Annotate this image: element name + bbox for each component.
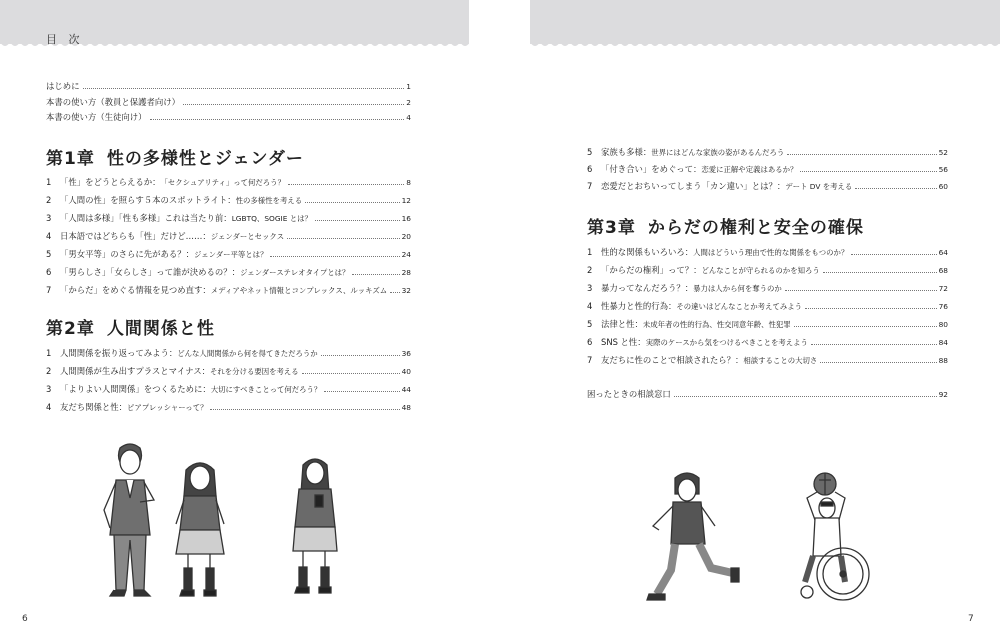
toc-leader-dots — [794, 326, 937, 327]
student-boy-illustration — [90, 440, 170, 605]
toc-item-page: 60 — [938, 182, 948, 191]
toc-item-title: 1 「性」をどうとらえるか： — [46, 177, 161, 187]
wheelchair-basketball-illustration — [795, 470, 880, 605]
toc-item-subtitle: 恋愛に正解や定義はあるか？ — [701, 165, 798, 174]
toc-item-subtitle: 世界にはどんな家族の姿があるんだろう — [651, 148, 785, 157]
toc-item-title: 3 暴力ってなんだろう？： — [587, 283, 694, 293]
toc-item[interactable] — [587, 246, 948, 259]
toc-item-page: 84 — [938, 338, 948, 347]
toc-item-subtitle: 「セクシュアリティ」って何だろう？ — [160, 178, 285, 187]
toc-item-page: 52 — [938, 148, 948, 157]
toc-item[interactable] — [46, 248, 411, 261]
toc-leader-dots — [390, 292, 399, 293]
toc-item-title: 7 「からだ」をめぐる情報を見つめ直す： — [46, 285, 211, 295]
toc-item-page: 20 — [401, 232, 411, 241]
toc-leader-dots — [210, 409, 399, 410]
toc-leader-dots — [302, 373, 400, 374]
toc-item-page: 12 — [401, 196, 411, 205]
toc-item-subtitle: メディアやネット情報とコンプレックス、ルッキズム — [210, 286, 388, 295]
toc-item-subtitle: 暴力は人から何を奪うのか — [693, 284, 782, 293]
toc-item-number: 6 — [587, 337, 593, 347]
toc-item-subtitle: 性の多様性を考える — [235, 196, 303, 205]
toc-item[interactable] — [46, 212, 411, 225]
toc-leader-dots — [315, 220, 400, 221]
toc-item-page: 68 — [938, 266, 948, 275]
toc-item-subtitle: それを分ける要因を考える — [210, 367, 299, 376]
toc-item-subtitle: 人間はどういう理由で性的な関係をもつのか？ — [693, 248, 849, 257]
toc-item[interactable] — [46, 347, 411, 360]
toc-item-number: 7 — [46, 285, 52, 295]
toc-leader-dots — [855, 188, 936, 189]
student-girl-phone-illustration — [285, 455, 345, 605]
toc-item-number: 5 — [46, 249, 52, 259]
toc-help-line[interactable]: 困ったときの相談窓口 92 — [587, 389, 948, 399]
toc-intro-line[interactable]: 本書の使い方（生徒向け） 4 — [46, 112, 411, 122]
toc-item-number: 3 — [46, 213, 52, 223]
toc-item[interactable] — [46, 365, 411, 378]
toc-leader-dots — [800, 171, 936, 172]
toc-item-title: 5 「男女平等」のさらに先がある？： — [46, 249, 194, 259]
toc-header-title: 目 次 — [46, 33, 84, 46]
scalloped-edge — [530, 42, 1000, 50]
toc-item-number: 1 — [46, 348, 52, 358]
toc-item-title: 6 「男らしさ」「女らしさ」って誰が決めるの？： — [46, 267, 241, 277]
toc-item-number: 4 — [46, 402, 52, 412]
toc-leader-dots — [288, 184, 404, 185]
toc-item-subtitle: 相談することの大切さ — [743, 356, 818, 365]
toc-item-title: 2 「からだの権利」って？： — [587, 265, 702, 275]
toc-item-subtitle: その違いはどんなことか考えてみよう — [676, 302, 803, 311]
toc-item-title: 7 友だちに性のことで相談されたら？： — [587, 355, 744, 365]
toc-item-title: 4 性暴力と性的行為： — [587, 301, 677, 311]
toc-item[interactable] — [587, 282, 948, 295]
toc-item-number: 1 — [46, 177, 52, 187]
toc-item-page: 80 — [938, 320, 948, 329]
toc-item-title: 3 「よりよい人間関係」をつくるために： — [46, 384, 211, 394]
toc-item[interactable] — [46, 194, 411, 207]
right-page — [500, 0, 1000, 634]
toc-leader-dots — [352, 274, 399, 275]
toc-item-title: 4 日本語ではどちらも「性」だけど……： — [46, 231, 211, 241]
toc-leader-dots — [321, 355, 400, 356]
toc-leader-dots — [811, 344, 937, 345]
toc-item-number: 2 — [587, 265, 593, 275]
toc-item-subtitle: どんな人間関係から何を得てきただろうか — [177, 349, 318, 358]
toc-item-subtitle: 未成年者の性的行為、性交同意年齢、性犯罪 — [642, 320, 791, 329]
toc-leader-dots — [324, 391, 399, 392]
toc-item-page: 28 — [401, 268, 411, 277]
toc-item-number: 5 — [587, 319, 593, 329]
toc-item-page: 16 — [401, 214, 411, 223]
toc-leader-dots — [820, 362, 936, 363]
toc-item-number: 2 — [46, 195, 52, 205]
toc-item[interactable] — [587, 264, 948, 277]
toc-item-number: 1 — [587, 247, 593, 257]
toc-item-title: 4 友だち関係と性： — [46, 402, 127, 412]
toc-item[interactable] — [587, 300, 948, 313]
toc-item-page: 76 — [938, 302, 948, 311]
toc-item-number: 4 — [587, 301, 593, 311]
toc-item-title: 5 家族も多様： — [587, 147, 652, 157]
toc-item[interactable] — [587, 318, 948, 331]
toc-item-subtitle: 大切にすべきことって何だろう？ — [210, 385, 322, 394]
toc-item[interactable] — [46, 266, 411, 279]
toc-item[interactable] — [46, 383, 411, 396]
toc-item-subtitle: 実際のケースから気をつけるべきことを考えよう — [645, 338, 808, 347]
toc-item-title: 6 SNS と性： — [587, 337, 646, 347]
toc-leader-dots — [305, 202, 399, 203]
toc-item-page: 24 — [401, 250, 411, 259]
toc-item-subtitle: ピアプレッシャーって？ — [127, 403, 208, 412]
toc-item[interactable] — [587, 354, 948, 367]
toc-item-title: 6 「付き合い」をめぐって： — [587, 164, 702, 174]
student-girl-illustration — [170, 458, 230, 606]
header-band-right — [530, 0, 1000, 44]
toc-item-subtitle: どんなことが守られるのかを知ろう — [701, 266, 820, 275]
toc-leader-dots — [785, 290, 937, 291]
toc-item-number: 7 — [587, 181, 593, 191]
toc-item-number: 3 — [46, 384, 52, 394]
toc-item[interactable] — [46, 284, 411, 297]
toc-intro-line[interactable]: はじめに 1 — [46, 81, 411, 91]
page-number-right: 7 — [968, 614, 974, 624]
toc-item[interactable] — [46, 401, 411, 414]
toc-item-subtitle: LGBTQ、SOGIE とは？ — [231, 214, 312, 223]
toc-item-subtitle: ジェンダーステレオタイプとは？ — [240, 268, 350, 277]
toc-item-page: 40 — [401, 367, 411, 376]
toc-leader-dots — [287, 238, 399, 239]
toc-item-number: 5 — [587, 147, 593, 157]
toc-item-number: 2 — [46, 366, 52, 376]
toc-leader-dots — [851, 254, 936, 255]
toc-item-page: 56 — [938, 165, 948, 174]
toc-item-page: 32 — [401, 286, 411, 295]
toc-item-page: 36 — [401, 349, 411, 358]
chapter-2-heading: 第2章 人間関係と性 — [46, 319, 215, 339]
toc-intro-line[interactable]: 本書の使い方（教員と保護者向け） 2 — [46, 97, 411, 107]
toc-item-title: 3 「人間は多様」「性も多様」これは当たり前： — [46, 213, 232, 223]
toc-item-number: 6 — [46, 267, 52, 277]
toc-item[interactable] — [46, 176, 411, 189]
toc-item-subtitle: ジェンダー平等とは？ — [194, 250, 268, 259]
chapter-3-heading: 第3章 からだの権利と安全の確保 — [587, 218, 864, 238]
toc-item-title: 2 人間関係が生み出すプラスとマイナス： — [46, 366, 210, 376]
toc-item-number: 4 — [46, 231, 52, 241]
toc-item-page: 88 — [938, 356, 948, 365]
toc-item[interactable] — [46, 230, 411, 243]
toc-item-title: 5 法律と性： — [587, 319, 643, 329]
chapter-1-heading: 第1章 性の多様性とジェンダー — [46, 149, 304, 169]
toc-item-title: 7 恋愛だとおちいってしまう「カン違い」とは？： — [587, 181, 786, 191]
toc-item-title: 1 人間関係を振り返ってみよう： — [46, 348, 178, 358]
toc-leader-dots — [787, 154, 936, 155]
page-number-left: 6 — [22, 614, 28, 624]
toc-item[interactable] — [587, 146, 948, 159]
toc-item-subtitle: ジェンダーとセックス — [210, 232, 285, 241]
toc-item-page: 72 — [938, 284, 948, 293]
toc-item-number: 6 — [587, 164, 593, 174]
toc-item-number: 3 — [587, 283, 593, 293]
toc-leader-dots — [823, 272, 937, 273]
toc-item[interactable] — [587, 336, 948, 349]
toc-leader-dots — [270, 256, 399, 257]
toc-item-number: 7 — [587, 355, 593, 365]
toc-item-title: 1 性的な関係もいろいろ： — [587, 247, 694, 257]
toc-item-subtitle: デート DV を考える — [785, 182, 853, 191]
toc-item[interactable] — [587, 163, 948, 176]
toc-item-title: 2 「人間の性」を照らす５本のスポットライト： — [46, 195, 236, 205]
toc-leader-dots — [805, 308, 937, 309]
toc-item-page: 64 — [938, 248, 948, 257]
toc-item-page: 44 — [401, 385, 411, 394]
running-person-illustration — [645, 470, 745, 605]
toc-item-page: 48 — [401, 403, 411, 412]
toc-item-page: 8 — [406, 178, 411, 187]
toc-item[interactable] — [587, 180, 948, 193]
header-band-left — [0, 0, 469, 44]
